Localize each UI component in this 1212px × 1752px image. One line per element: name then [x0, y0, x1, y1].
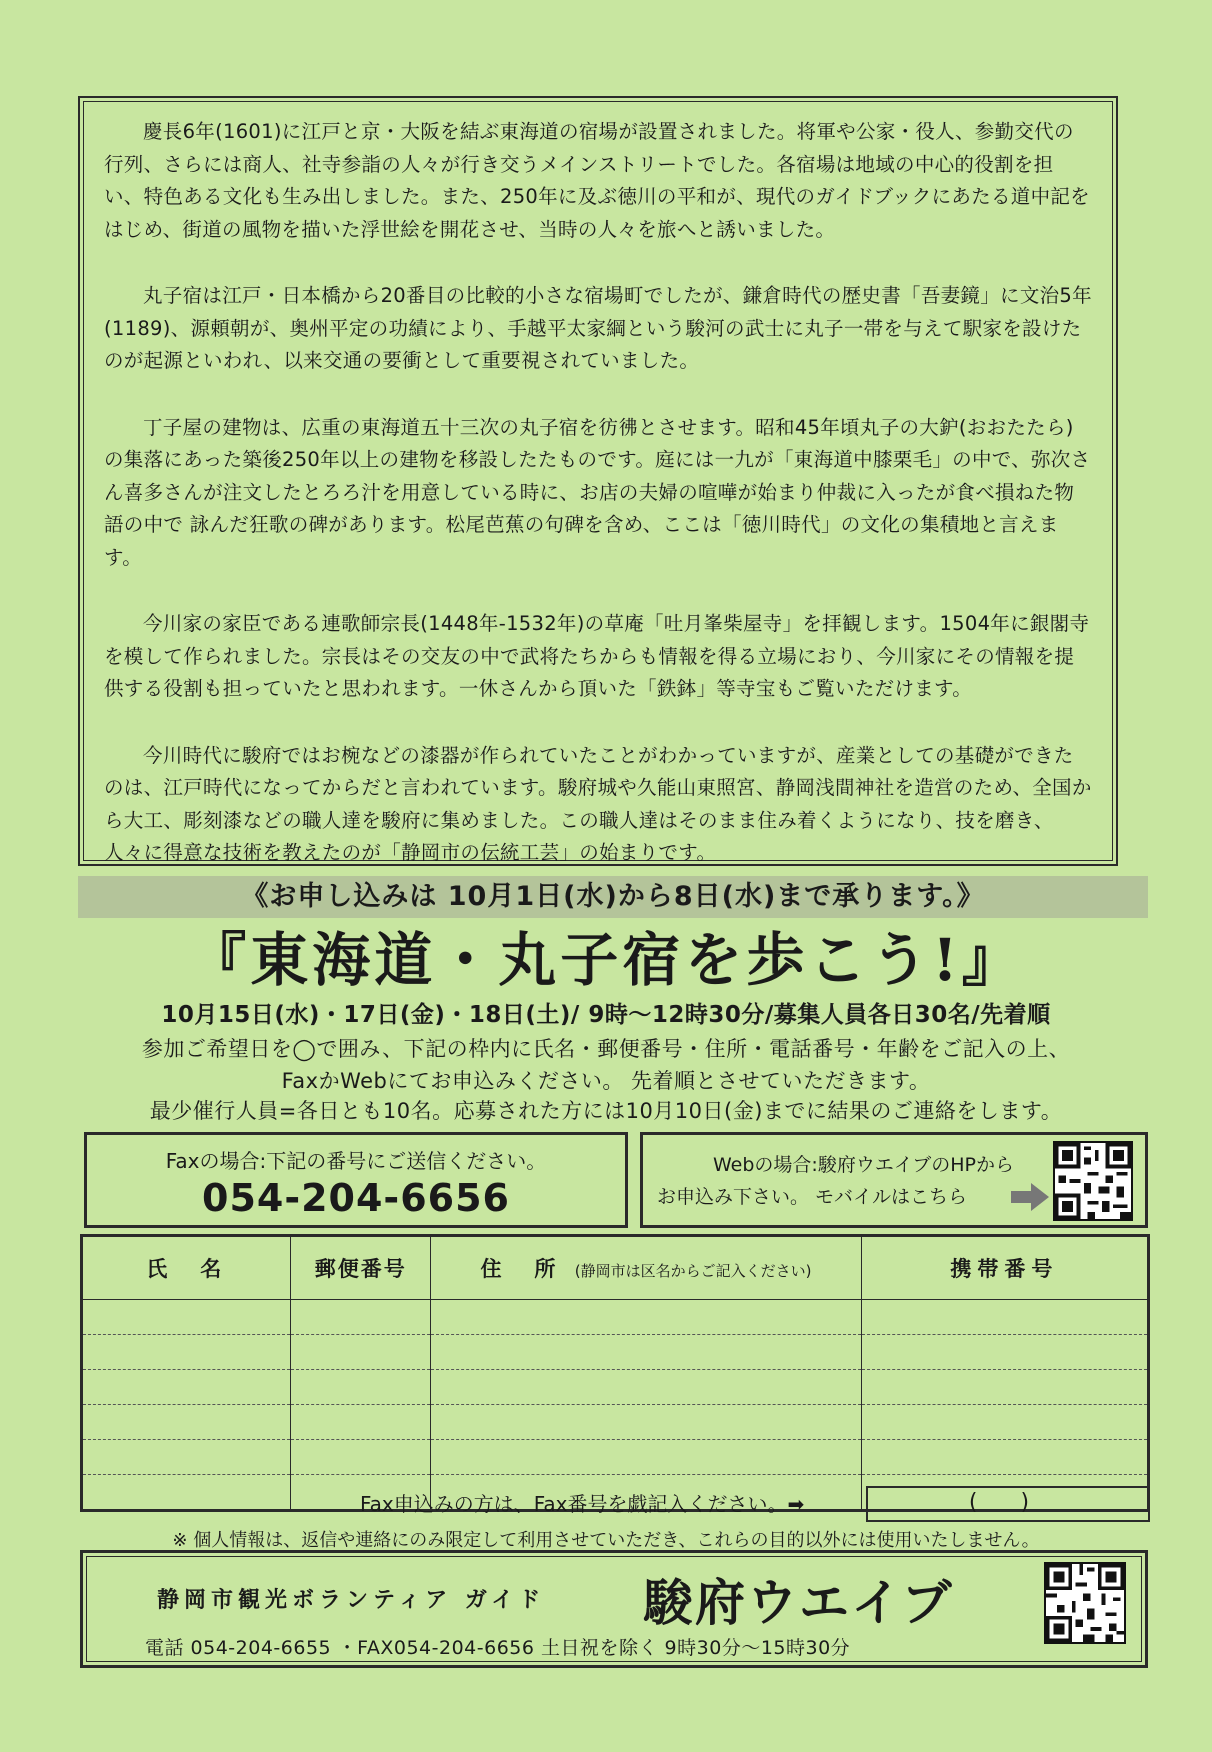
address-cell[interactable]	[431, 1370, 862, 1405]
name-cell[interactable]	[82, 1405, 291, 1440]
phone-cell[interactable]	[861, 1335, 1148, 1370]
web-line-2: お申込み下さい。 モバイルはこちら	[657, 1186, 968, 1208]
fax-box	[84, 1132, 628, 1228]
intro-paragraph-1: 慶長6年(1601)に江戸と京・大阪を結ぶ東海道の宿場が設置されました。将軍や公家・役人、参勤交代の行列、さらには商人、社寺参詣の人々が行き交うメインストリートでした。各宿場は地域の中心的役割を担い、特色ある文化も生み出しました。また、250年に及ぶ徳川の平和が、現代のガイドブックにあたる道中記をはじめ、街道の風物を描いた浮世絵を開花させ、当時の人々を旅へと誘いました。	[104, 120, 1090, 241]
phone-cell[interactable]	[861, 1370, 1148, 1405]
intro-box	[78, 96, 1118, 866]
intro-paragraph-2: 丸子宿は江戸・日本橋から20番目の比較的小さな宿場町でしたが、鎌倉時代の歴史書「吾妻鏡」に文治5年(1189)、源頼朝が、奥州平定の功績により、手越平太家綱という駿河の武士に丸子一帯を与えて駅家を設けたのが起源といわれ、以来交通の要衝として重要視されていました。	[104, 284, 1092, 372]
web-line-1: Webの場合:駿府ウエイブのHPから	[713, 1154, 1015, 1176]
address-cell[interactable]	[431, 1440, 862, 1475]
contact-info: 電話 054-204-6655 ・FAX054-204-6656 土日祝を除く 9時30分〜15時30分	[145, 1637, 851, 1659]
org-name: 駿府ウエイブ	[643, 1573, 954, 1632]
fax-label: Faxの場合:下記の番号にご送信ください。	[165, 1149, 547, 1173]
privacy-notice: ※ 個人情報は、返信や連絡にのみ限定して利用させていただき、これらの目的以外には使用いたしません。	[172, 1530, 1040, 1551]
instruction-line-1: 参加ご希望日を◯で囲み、下記の枠内に氏名・郵便番号・住所・電話番号・年齢をご記入の上、	[141, 1037, 1071, 1061]
col-postal-header: 郵便番号	[291, 1236, 431, 1300]
qr-code-footer[interactable]	[1044, 1562, 1126, 1644]
address-cell[interactable]	[431, 1335, 862, 1370]
name-cell[interactable]	[82, 1370, 291, 1405]
web-box	[640, 1132, 1148, 1228]
table-row	[82, 1405, 1149, 1440]
intro-paragraph-4: 今川家の家臣である連歌師宗長(1448年-1532年)の草庵「吐月峯柴屋寺」を拝観します。1504年に銀閣寺を模して作られました。宗長はその交友の中で武将たちからも情報を得る立場におり、今川家にその情報を提供する役割も担っていたと思われます。一休さんから頂いた「鉄鉢」等寺宝もご覧いただけます。	[104, 612, 1090, 700]
postal-cell[interactable]	[291, 1335, 431, 1370]
name-cell[interactable]	[82, 1335, 291, 1370]
name-cell[interactable]	[82, 1300, 291, 1335]
footer-box	[80, 1550, 1148, 1668]
postal-cell[interactable]	[291, 1300, 431, 1335]
name-cell[interactable]	[82, 1475, 291, 1511]
table-row	[82, 1300, 1149, 1335]
arrow-right-icon	[1011, 1183, 1049, 1211]
table-row	[82, 1370, 1149, 1405]
postal-cell[interactable]	[291, 1440, 431, 1475]
intro-paragraph-3: 丁子屋の建物は、広重の東海道五十三次の丸子宿を彷彿とさせます。昭和45年頃丸子の大鈩(おおたたら)の集落にあった築後250年以上の建物を移設したたものです。庭には一九が「東海道中膝栗毛」の中で、弥次さん喜多さんが注文したとろろ汁を用意している時に、お店の夫婦の喧嘩が始まり仲裁に入ったが食べ損ねた物語の中で 詠んだ狂歌の碑があります。松尾芭蕉の句碑を含め、ここは「徳川時代」の文化の集積地と言えます。	[104, 415, 1091, 569]
application-period-banner: 《お申し込みは 10月1日(水)から8日(水)まで承ります。》	[78, 876, 1148, 918]
col-address-label: 住 所	[480, 1257, 562, 1281]
qr-code-mobile[interactable]	[1053, 1141, 1133, 1221]
fax-write-label: Fax申込みの方は、Fax番号を戯記入ください。➡	[360, 1492, 805, 1516]
table-row	[82, 1335, 1149, 1370]
postal-cell[interactable]	[291, 1370, 431, 1405]
instruction-line-2: FaxかWebにてお申込みください。 先着順とさせていただきます。	[281, 1069, 931, 1093]
fax-number: 054-204-6656	[202, 1176, 510, 1220]
fax-write-field[interactable]: ( )	[866, 1486, 1150, 1522]
col-address-note: (静岡市は区名からご記入ください)	[574, 1262, 812, 1280]
address-cell[interactable]	[431, 1300, 862, 1335]
phone-cell[interactable]	[861, 1405, 1148, 1440]
col-name-header: 氏 名	[82, 1236, 291, 1300]
name-cell[interactable]	[82, 1440, 291, 1475]
web-text	[657, 1149, 1014, 1213]
col-phone-header: 携帯番号	[861, 1236, 1148, 1300]
postal-cell[interactable]	[291, 1405, 431, 1440]
application-form-table	[80, 1234, 1150, 1512]
minimum-participants: 最少催行人員=各日とも10名。応募された方には10月10日(金)までに結果のご連絡をします。	[149, 1099, 1063, 1123]
org-label: 静岡市観光ボランティア ガイド	[157, 1588, 546, 1613]
phone-cell[interactable]	[861, 1440, 1148, 1475]
intro-paragraph-5: 今川時代に駿府ではお椀などの漆器が作られていたことがわかっていますが、産業としての基礎ができたのは、江戸時代になってからだと言われています。駿府城や久能山東照宮、静岡浅間神社を造営のため、全国から大工、彫刻漆などの職人達を駿府に集めました。この職人達はそのまま住み着くようになり、技を磨き、人々に得意な技術を教えたのが「静岡市の伝統工芸」の始まりです。	[104, 743, 1092, 864]
table-row	[82, 1440, 1149, 1475]
phone-cell[interactable]	[861, 1300, 1148, 1335]
event-dates: 10月15日(水)・17日(金)・18日(土)/ 9時〜12時30分/募集人員各日30名/先着順	[161, 1002, 1051, 1028]
address-cell[interactable]	[431, 1405, 862, 1440]
event-title: 『東海道・丸子宿を歩こう!』	[188, 926, 1024, 994]
col-address-header	[431, 1236, 862, 1300]
